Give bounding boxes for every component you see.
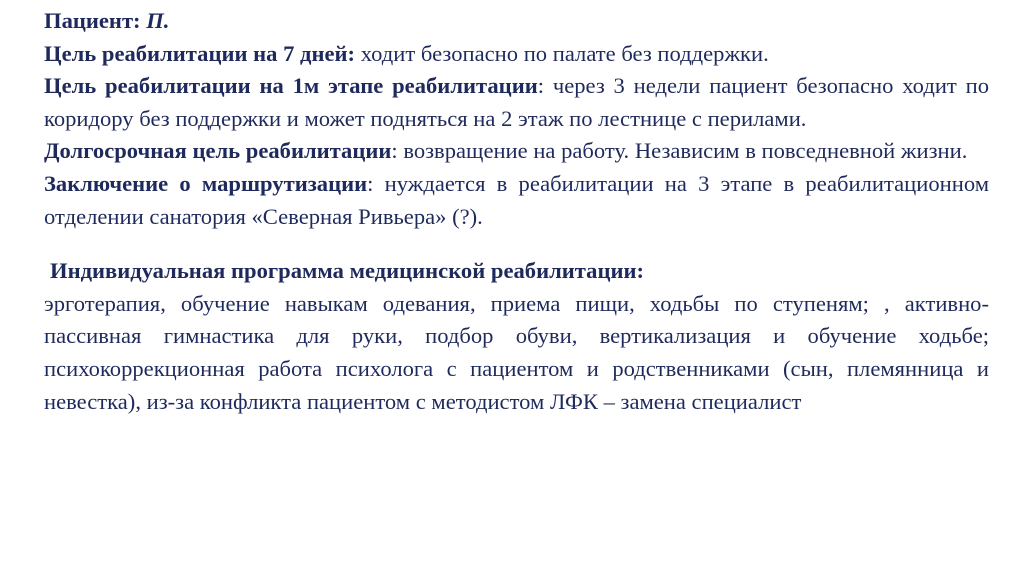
routing-conclusion-label: Заключение о маршрутизации: [44, 170, 368, 196]
long-term-goal-label: Долгосрочная цель реабилитации: [44, 138, 392, 164]
long-term-goal: [44, 135, 989, 168]
goal-stage1-label: Цель реабилитации на 1м этапе реабилитации: [44, 73, 538, 99]
spacer: [44, 233, 989, 255]
patient-line: [44, 5, 989, 38]
routing-conclusion: [44, 168, 989, 233]
long-term-goal-text: : возвращение на работу. Независим в повседневной жизни.: [391, 138, 968, 164]
goal-7-days-text: ходит безопасно по палате без поддержки.: [355, 40, 769, 66]
rehab-program-title: Индивидуальная программа медицинской реабилитации:: [50, 258, 645, 284]
goal-stage1-text: : через 3 недели пациент безопасно ходит по коридору без поддержки и может подняться на 2 этаж по лестнице с перилами.: [44, 73, 989, 131]
goal-7-days: [44, 38, 989, 71]
slide-content: [44, 5, 989, 418]
patient-name: П.: [146, 8, 170, 33]
goal-7-days-label: Цель реабилитации на 7 дней:: [44, 40, 356, 66]
patient-label: Пациент:: [44, 8, 141, 33]
rehab-program-text: эрготерапия, обучение навыкам одевания, приема пищи, ходьбы по ступеням; , активно-пассивная гимнастика для руки, подбор обуви, вертикализация и обучение ходьбе; психокоррекционная работа психолога с пациентом и родственниками (сын, племянница и невестка), из-за конфликта пациентом с методистом ЛФК – замена специалист: [44, 290, 989, 414]
goal-stage1: [44, 70, 989, 135]
routing-conclusion-text: : нуждается в реабилитации на 3 этапе в реабилитационном отделении санатория «Северная Ривьера» (?).: [44, 170, 989, 229]
